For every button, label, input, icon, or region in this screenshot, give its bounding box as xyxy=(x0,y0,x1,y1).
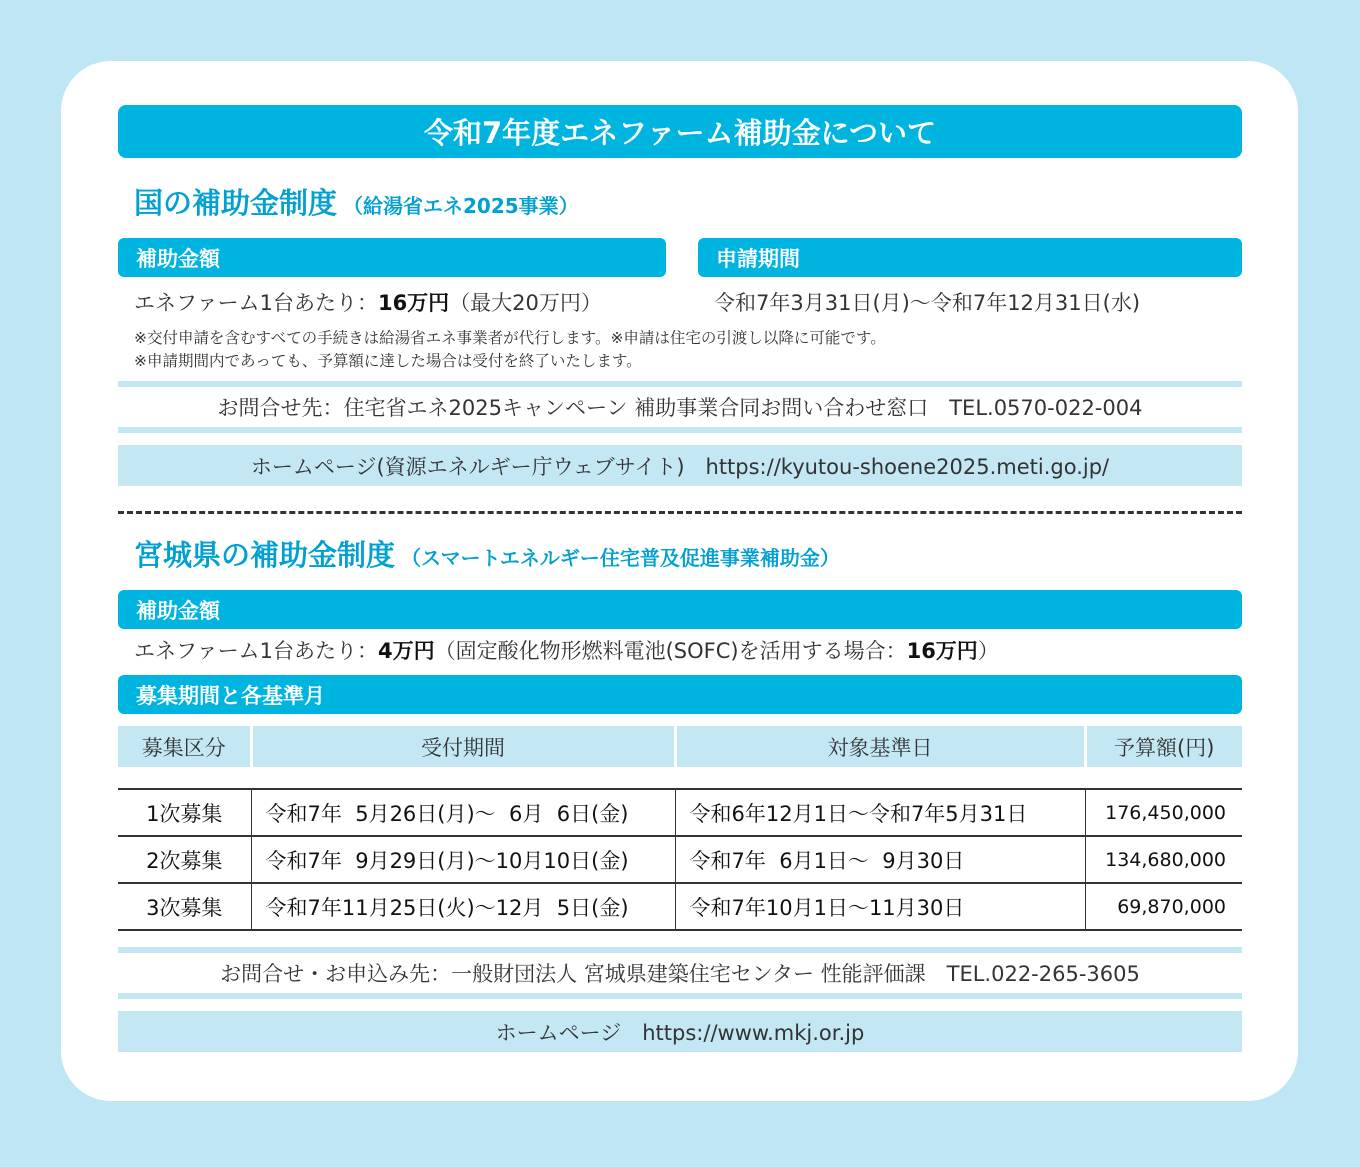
row-period: 令和7年 5月26日(月)～ 6月 6日(金) xyxy=(251,789,675,836)
header-category: 募集区分 xyxy=(118,726,251,767)
recruit-table xyxy=(118,726,1242,931)
row-base-date: 令和6年12月1日～令和7年5月31日 xyxy=(675,789,1085,836)
miyagi-amount-label: 補助金額 xyxy=(118,590,1242,629)
national-amount-suffix: （最大20万円） xyxy=(449,291,602,315)
row-base-date: 令和7年 6月1日～ 9月30日 xyxy=(675,836,1085,883)
header-budget: 予算額(円) xyxy=(1085,726,1242,767)
national-row xyxy=(118,238,1242,317)
row-category: 2次募集 xyxy=(118,836,251,883)
national-amount-label: 補助金額 xyxy=(118,238,666,277)
row-budget: 69,870,000 xyxy=(1085,883,1242,930)
row-base-date: 令和7年10月1日～11月30日 xyxy=(675,883,1085,930)
miyagi-amount-close: ） xyxy=(977,639,999,663)
miyagi-amount-mid: （固定酸化物形燃料電池(SOFC)を活用する場合： xyxy=(434,639,907,663)
table-gap xyxy=(118,767,1242,789)
miyagi-heading-main: 宮城県の補助金制度 xyxy=(134,538,396,572)
miyagi-amount-value2: 16万円 xyxy=(906,639,978,663)
national-homepage-link[interactable]: ホームページ(資源エネルギー庁ウェブサイト) https://kyutou-shoene2025.meti.go.jp/ xyxy=(118,445,1242,486)
miyagi-contact: お問合せ・お申込み先：一般財団法人 宮城県建築住宅センター 性能評価課 TEL.022-265-3605 xyxy=(118,947,1242,999)
info-card xyxy=(61,61,1298,1101)
national-heading-sub: （給湯省エネ2025事業） xyxy=(343,194,579,218)
national-notes xyxy=(118,327,1242,373)
national-amount-prefix: エネファーム1台あたり： xyxy=(134,291,378,315)
header-base-date: 対象基準日 xyxy=(675,726,1085,767)
national-period-col xyxy=(698,238,1242,317)
national-amount-value: 16万円 xyxy=(377,291,450,315)
row-budget: 134,680,000 xyxy=(1085,836,1242,883)
header-period: 受付期間 xyxy=(251,726,675,767)
page-title: 令和7年度エネファーム補助金について xyxy=(118,105,1242,158)
national-note-1: ※交付申請を含むすべての手続きは給湯省エネ事業者が代行します。※申請は住宅の引渡し以降に可能です。 xyxy=(134,329,886,347)
national-note-2: ※申請期間内であっても、予算額に達した場合は受付を終了いたします。 xyxy=(134,352,642,370)
national-amount-col xyxy=(118,238,666,317)
miyagi-heading-sub: （スマートエネルギー住宅普及促進事業補助金） xyxy=(401,546,840,570)
row-category: 1次募集 xyxy=(118,789,251,836)
miyagi-amount-value: 4万円 xyxy=(377,639,435,663)
row-period: 令和7年 9月29日(月)～10月10日(金) xyxy=(251,836,675,883)
row-budget: 176,450,000 xyxy=(1085,789,1242,836)
table-row xyxy=(118,789,1242,836)
miyagi-amount-text xyxy=(118,635,1242,665)
table-row xyxy=(118,883,1242,930)
row-period: 令和7年11月25日(火)～12月 5日(金) xyxy=(251,883,675,930)
national-amount-text xyxy=(118,287,666,317)
miyagi-heading xyxy=(118,528,1242,574)
miyagi-amount-prefix: エネファーム1台あたり： xyxy=(134,639,378,663)
card-content xyxy=(118,105,1242,1052)
section-divider xyxy=(118,511,1242,514)
national-heading-main: 国の補助金制度 xyxy=(134,186,338,220)
national-contact: お問合せ先：住宅省エネ2025キャンペーン 補助事業合同お問い合わせ窓口 TEL.0570-022-004 xyxy=(118,381,1242,433)
table-row xyxy=(118,836,1242,883)
miyagi-homepage-link[interactable]: ホームページ https://www.mkj.or.jp xyxy=(118,1011,1242,1052)
national-heading xyxy=(118,176,1242,222)
row-category: 3次募集 xyxy=(118,883,251,930)
national-period-value: 令和7年3月31日(月)～令和7年12月31日(水) xyxy=(714,291,1141,315)
national-period-label: 申請期間 xyxy=(698,238,1242,277)
miyagi-schedule-label: 募集期間と各基準月 xyxy=(118,675,1242,714)
recruit-table-header xyxy=(118,726,1242,767)
